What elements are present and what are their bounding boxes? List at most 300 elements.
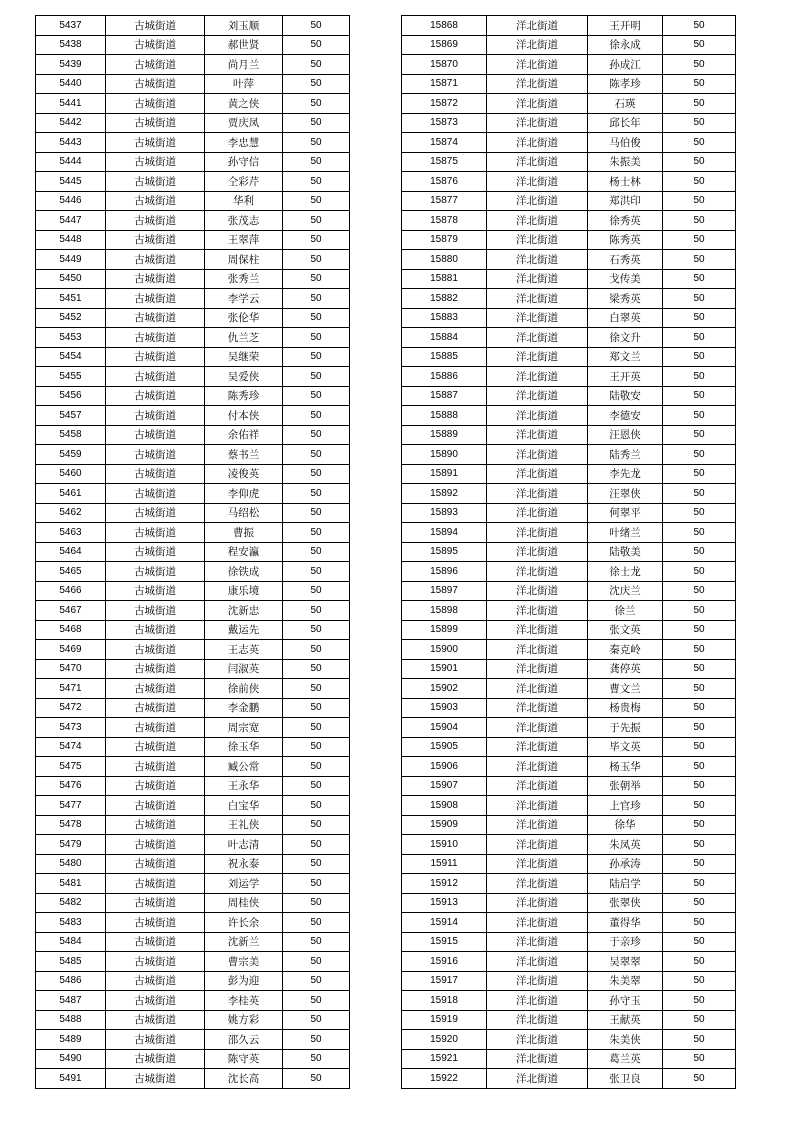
row-id-cell: 15877 xyxy=(402,191,487,211)
row-street-cell: 古城街道 xyxy=(106,562,205,582)
table-row xyxy=(36,640,350,660)
table-row xyxy=(36,659,350,679)
row-amount-cell: 50 xyxy=(663,991,736,1011)
roster-table-right-body xyxy=(402,16,736,1089)
row-id-cell: 5482 xyxy=(36,893,106,913)
row-street-cell: 洋北街道 xyxy=(487,620,588,640)
row-name-cell: 徐前侠 xyxy=(205,679,283,699)
row-name-cell: 周桂侠 xyxy=(205,893,283,913)
row-amount-cell: 50 xyxy=(283,854,350,874)
row-street-cell: 古城街道 xyxy=(106,133,205,153)
row-id-cell: 5438 xyxy=(36,35,106,55)
row-amount-cell: 50 xyxy=(283,718,350,738)
row-name-cell: 陆敬美 xyxy=(588,542,663,562)
row-amount-cell: 50 xyxy=(283,640,350,660)
row-name-cell: 陆秀兰 xyxy=(588,445,663,465)
row-id-cell: 5469 xyxy=(36,640,106,660)
row-street-cell: 古城街道 xyxy=(106,913,205,933)
row-amount-cell: 50 xyxy=(283,835,350,855)
row-id-cell: 5453 xyxy=(36,328,106,348)
row-name-cell: 仝彩芹 xyxy=(205,172,283,192)
row-street-cell: 古城街道 xyxy=(106,1049,205,1069)
row-id-cell: 5487 xyxy=(36,991,106,1011)
row-amount-cell: 50 xyxy=(663,269,736,289)
row-amount-cell: 50 xyxy=(283,796,350,816)
row-street-cell: 古城街道 xyxy=(106,640,205,660)
row-name-cell: 张伦华 xyxy=(205,308,283,328)
table-row xyxy=(402,211,736,231)
row-amount-cell: 50 xyxy=(663,796,736,816)
row-name-cell: 张翠侠 xyxy=(588,893,663,913)
row-street-cell: 洋北街道 xyxy=(487,776,588,796)
row-amount-cell: 50 xyxy=(663,445,736,465)
row-street-cell: 古城街道 xyxy=(106,386,205,406)
row-street-cell: 洋北街道 xyxy=(487,16,588,36)
table-row xyxy=(402,932,736,952)
table-row xyxy=(36,367,350,387)
table-row xyxy=(36,601,350,621)
table-row xyxy=(402,1049,736,1069)
row-id-cell: 15886 xyxy=(402,367,487,387)
row-name-cell: 许长余 xyxy=(205,913,283,933)
row-amount-cell: 50 xyxy=(283,152,350,172)
table-row xyxy=(402,289,736,309)
row-name-cell: 徐永成 xyxy=(588,35,663,55)
row-amount-cell: 50 xyxy=(283,16,350,36)
table-row xyxy=(402,757,736,777)
row-amount-cell: 50 xyxy=(283,289,350,309)
row-street-cell: 洋北街道 xyxy=(487,659,588,679)
row-street-cell: 古城街道 xyxy=(106,289,205,309)
row-amount-cell: 50 xyxy=(663,1030,736,1050)
row-street-cell: 古城街道 xyxy=(106,191,205,211)
table-row xyxy=(36,503,350,523)
row-id-cell: 15880 xyxy=(402,250,487,270)
row-amount-cell: 50 xyxy=(663,523,736,543)
row-amount-cell: 50 xyxy=(283,698,350,718)
row-id-cell: 15896 xyxy=(402,562,487,582)
table-row xyxy=(36,1010,350,1030)
row-amount-cell: 50 xyxy=(283,562,350,582)
row-street-cell: 古城街道 xyxy=(106,230,205,250)
table-row xyxy=(402,874,736,894)
row-street-cell: 古城街道 xyxy=(106,874,205,894)
row-name-cell: 徐秀英 xyxy=(588,211,663,231)
row-street-cell: 洋北街道 xyxy=(487,503,588,523)
row-id-cell: 5488 xyxy=(36,1010,106,1030)
row-name-cell: 凌俊英 xyxy=(205,464,283,484)
row-street-cell: 洋北街道 xyxy=(487,269,588,289)
row-name-cell: 汪翠侠 xyxy=(588,484,663,504)
row-amount-cell: 50 xyxy=(663,172,736,192)
row-id-cell: 5477 xyxy=(36,796,106,816)
row-id-cell: 15876 xyxy=(402,172,487,192)
row-name-cell: 孙守玉 xyxy=(588,991,663,1011)
row-amount-cell: 50 xyxy=(663,191,736,211)
row-name-cell: 李金鹏 xyxy=(205,698,283,718)
row-amount-cell: 50 xyxy=(663,133,736,153)
table-row xyxy=(402,386,736,406)
row-street-cell: 洋北街道 xyxy=(487,523,588,543)
table-row xyxy=(36,484,350,504)
row-id-cell: 15907 xyxy=(402,776,487,796)
row-street-cell: 古城街道 xyxy=(106,94,205,114)
row-name-cell: 孙成江 xyxy=(588,55,663,75)
row-amount-cell: 50 xyxy=(283,308,350,328)
row-name-cell: 陈孝珍 xyxy=(588,74,663,94)
row-name-cell: 朱振美 xyxy=(588,152,663,172)
row-name-cell: 叶萍 xyxy=(205,74,283,94)
row-amount-cell: 50 xyxy=(283,952,350,972)
row-street-cell: 洋北街道 xyxy=(487,601,588,621)
row-id-cell: 5451 xyxy=(36,289,106,309)
table-row xyxy=(36,952,350,972)
row-name-cell: 郑文兰 xyxy=(588,347,663,367)
row-street-cell: 古城街道 xyxy=(106,35,205,55)
row-id-cell: 5468 xyxy=(36,620,106,640)
row-name-cell: 沈新忠 xyxy=(205,601,283,621)
table-row xyxy=(36,581,350,601)
table-row xyxy=(36,191,350,211)
table-row xyxy=(402,347,736,367)
row-street-cell: 洋北街道 xyxy=(487,406,588,426)
table-row xyxy=(36,425,350,445)
row-street-cell: 古城街道 xyxy=(106,835,205,855)
row-street-cell: 古城街道 xyxy=(106,503,205,523)
row-street-cell: 洋北街道 xyxy=(487,562,588,582)
row-name-cell: 祝永泰 xyxy=(205,854,283,874)
row-id-cell: 15875 xyxy=(402,152,487,172)
row-name-cell: 曹振 xyxy=(205,523,283,543)
row-id-cell: 5476 xyxy=(36,776,106,796)
row-amount-cell: 50 xyxy=(663,737,736,757)
row-name-cell: 梁秀英 xyxy=(588,289,663,309)
row-street-cell: 古城街道 xyxy=(106,211,205,231)
row-street-cell: 古城街道 xyxy=(106,737,205,757)
row-amount-cell: 50 xyxy=(283,601,350,621)
row-street-cell: 洋北街道 xyxy=(487,74,588,94)
row-amount-cell: 50 xyxy=(663,854,736,874)
row-name-cell: 姚方彩 xyxy=(205,1010,283,1030)
row-street-cell: 古城街道 xyxy=(106,1010,205,1030)
row-amount-cell: 50 xyxy=(283,113,350,133)
row-amount-cell: 50 xyxy=(663,1069,736,1089)
row-amount-cell: 50 xyxy=(283,523,350,543)
row-street-cell: 洋北街道 xyxy=(487,932,588,952)
table-row xyxy=(402,679,736,699)
row-name-cell: 康乐境 xyxy=(205,581,283,601)
row-id-cell: 5486 xyxy=(36,971,106,991)
row-id-cell: 15885 xyxy=(402,347,487,367)
row-name-cell: 蔡书兰 xyxy=(205,445,283,465)
table-row xyxy=(402,835,736,855)
row-name-cell: 臧公常 xyxy=(205,757,283,777)
row-street-cell: 洋北街道 xyxy=(487,796,588,816)
row-name-cell: 吴翠翠 xyxy=(588,952,663,972)
row-amount-cell: 50 xyxy=(283,659,350,679)
row-id-cell: 5442 xyxy=(36,113,106,133)
row-id-cell: 5490 xyxy=(36,1049,106,1069)
table-row xyxy=(36,211,350,231)
row-street-cell: 洋北街道 xyxy=(487,328,588,348)
row-id-cell: 15904 xyxy=(402,718,487,738)
row-id-cell: 15872 xyxy=(402,94,487,114)
row-amount-cell: 50 xyxy=(283,484,350,504)
table-row xyxy=(36,776,350,796)
table-row xyxy=(402,991,736,1011)
row-name-cell: 李仰虎 xyxy=(205,484,283,504)
row-street-cell: 古城街道 xyxy=(106,718,205,738)
row-street-cell: 古城街道 xyxy=(106,776,205,796)
table-row xyxy=(36,757,350,777)
table-row xyxy=(36,562,350,582)
row-name-cell: 王礼侠 xyxy=(205,815,283,835)
row-name-cell: 徐兰 xyxy=(588,601,663,621)
row-name-cell: 白翠英 xyxy=(588,308,663,328)
row-street-cell: 洋北街道 xyxy=(487,854,588,874)
row-id-cell: 15914 xyxy=(402,913,487,933)
table-row xyxy=(36,328,350,348)
row-amount-cell: 50 xyxy=(283,757,350,777)
row-name-cell: 邱长年 xyxy=(588,113,663,133)
table-row xyxy=(36,16,350,36)
table-row xyxy=(36,679,350,699)
table-row xyxy=(402,640,736,660)
row-name-cell: 华利 xyxy=(205,191,283,211)
row-name-cell: 陈秀英 xyxy=(588,230,663,250)
row-id-cell: 15919 xyxy=(402,1010,487,1030)
table-row xyxy=(36,971,350,991)
row-name-cell: 朱美侠 xyxy=(588,1030,663,1050)
table-row xyxy=(402,854,736,874)
row-street-cell: 古城街道 xyxy=(106,581,205,601)
table-row xyxy=(36,854,350,874)
row-amount-cell: 50 xyxy=(283,133,350,153)
table-row xyxy=(36,172,350,192)
row-name-cell: 仇兰芝 xyxy=(205,328,283,348)
row-amount-cell: 50 xyxy=(283,94,350,114)
row-street-cell: 洋北街道 xyxy=(487,815,588,835)
row-amount-cell: 50 xyxy=(283,425,350,445)
table-row xyxy=(402,133,736,153)
row-amount-cell: 50 xyxy=(283,328,350,348)
row-street-cell: 洋北街道 xyxy=(487,55,588,75)
roster-table-left xyxy=(35,15,350,1089)
row-street-cell: 古城街道 xyxy=(106,74,205,94)
row-street-cell: 古城街道 xyxy=(106,1069,205,1089)
row-street-cell: 古城街道 xyxy=(106,796,205,816)
table-row xyxy=(402,718,736,738)
row-street-cell: 洋北街道 xyxy=(487,94,588,114)
table-row xyxy=(36,815,350,835)
row-id-cell: 15915 xyxy=(402,932,487,952)
row-amount-cell: 50 xyxy=(663,815,736,835)
row-street-cell: 古城街道 xyxy=(106,971,205,991)
table-row xyxy=(36,718,350,738)
row-street-cell: 洋北街道 xyxy=(487,835,588,855)
row-id-cell: 15890 xyxy=(402,445,487,465)
row-id-cell: 15917 xyxy=(402,971,487,991)
table-row xyxy=(36,737,350,757)
row-street-cell: 洋北街道 xyxy=(487,991,588,1011)
row-street-cell: 洋北街道 xyxy=(487,230,588,250)
row-amount-cell: 50 xyxy=(283,620,350,640)
table-row xyxy=(36,74,350,94)
table-row xyxy=(36,542,350,562)
row-amount-cell: 50 xyxy=(283,250,350,270)
row-street-cell: 古城街道 xyxy=(106,932,205,952)
row-name-cell: 毕文英 xyxy=(588,737,663,757)
row-amount-cell: 50 xyxy=(663,113,736,133)
row-name-cell: 张朝举 xyxy=(588,776,663,796)
row-name-cell: 李德安 xyxy=(588,406,663,426)
row-street-cell: 古城街道 xyxy=(106,172,205,192)
table-row xyxy=(402,35,736,55)
row-street-cell: 洋北街道 xyxy=(487,133,588,153)
table-row xyxy=(36,1069,350,1089)
row-id-cell: 15881 xyxy=(402,269,487,289)
row-name-cell: 孙承涛 xyxy=(588,854,663,874)
table-row xyxy=(402,269,736,289)
row-id-cell: 15887 xyxy=(402,386,487,406)
table-row xyxy=(402,113,736,133)
row-id-cell: 15910 xyxy=(402,835,487,855)
row-street-cell: 洋北街道 xyxy=(487,698,588,718)
row-name-cell: 周保柱 xyxy=(205,250,283,270)
row-street-cell: 洋北街道 xyxy=(487,640,588,660)
row-name-cell: 程安瀛 xyxy=(205,542,283,562)
table-row xyxy=(36,35,350,55)
row-id-cell: 5448 xyxy=(36,230,106,250)
row-id-cell: 5444 xyxy=(36,152,106,172)
row-id-cell: 15868 xyxy=(402,16,487,36)
table-row xyxy=(402,620,736,640)
row-name-cell: 付本侠 xyxy=(205,406,283,426)
row-street-cell: 古城街道 xyxy=(106,1030,205,1050)
row-name-cell: 王志英 xyxy=(205,640,283,660)
row-name-cell: 王开明 xyxy=(588,16,663,36)
row-street-cell: 洋北街道 xyxy=(487,425,588,445)
row-amount-cell: 50 xyxy=(283,74,350,94)
row-amount-cell: 50 xyxy=(663,757,736,777)
table-row xyxy=(402,425,736,445)
row-id-cell: 15894 xyxy=(402,523,487,543)
row-amount-cell: 50 xyxy=(663,211,736,231)
table-row xyxy=(36,230,350,250)
row-amount-cell: 50 xyxy=(663,698,736,718)
row-name-cell: 于先振 xyxy=(588,718,663,738)
row-amount-cell: 50 xyxy=(663,328,736,348)
row-street-cell: 古城街道 xyxy=(106,523,205,543)
table-row xyxy=(402,542,736,562)
row-amount-cell: 50 xyxy=(283,1069,350,1089)
row-street-cell: 洋北街道 xyxy=(487,1030,588,1050)
table-row xyxy=(402,659,736,679)
row-street-cell: 古城街道 xyxy=(106,659,205,679)
row-name-cell: 徐士龙 xyxy=(588,562,663,582)
row-amount-cell: 50 xyxy=(663,74,736,94)
row-amount-cell: 50 xyxy=(663,835,736,855)
row-amount-cell: 50 xyxy=(663,581,736,601)
row-name-cell: 吴继荣 xyxy=(205,347,283,367)
row-name-cell: 朱美翠 xyxy=(588,971,663,991)
row-street-cell: 古城街道 xyxy=(106,406,205,426)
row-amount-cell: 50 xyxy=(663,35,736,55)
table-row xyxy=(402,1069,736,1089)
table-row xyxy=(36,796,350,816)
row-street-cell: 古城街道 xyxy=(106,698,205,718)
row-amount-cell: 50 xyxy=(283,1030,350,1050)
row-street-cell: 洋北街道 xyxy=(487,35,588,55)
table-row xyxy=(402,172,736,192)
row-id-cell: 15889 xyxy=(402,425,487,445)
row-name-cell: 曹文兰 xyxy=(588,679,663,699)
row-id-cell: 15895 xyxy=(402,542,487,562)
row-amount-cell: 50 xyxy=(663,308,736,328)
table-row xyxy=(36,991,350,1011)
row-street-cell: 洋北街道 xyxy=(487,211,588,231)
row-name-cell: 郑洪印 xyxy=(588,191,663,211)
row-id-cell: 5466 xyxy=(36,581,106,601)
row-id-cell: 5470 xyxy=(36,659,106,679)
row-street-cell: 古城街道 xyxy=(106,269,205,289)
row-id-cell: 15905 xyxy=(402,737,487,757)
row-id-cell: 5479 xyxy=(36,835,106,855)
row-street-cell: 洋北街道 xyxy=(487,718,588,738)
row-id-cell: 5478 xyxy=(36,815,106,835)
row-amount-cell: 50 xyxy=(283,1049,350,1069)
row-id-cell: 15888 xyxy=(402,406,487,426)
row-id-cell: 15900 xyxy=(402,640,487,660)
table-row xyxy=(36,55,350,75)
row-name-cell: 李忠慧 xyxy=(205,133,283,153)
row-name-cell: 杨贵梅 xyxy=(588,698,663,718)
row-amount-cell: 50 xyxy=(283,35,350,55)
row-amount-cell: 50 xyxy=(663,406,736,426)
row-amount-cell: 50 xyxy=(283,464,350,484)
row-street-cell: 洋北街道 xyxy=(487,1049,588,1069)
row-street-cell: 洋北街道 xyxy=(487,386,588,406)
table-row xyxy=(402,308,736,328)
row-id-cell: 5465 xyxy=(36,562,106,582)
row-id-cell: 5462 xyxy=(36,503,106,523)
row-id-cell: 5473 xyxy=(36,718,106,738)
row-street-cell: 洋北街道 xyxy=(487,172,588,192)
row-street-cell: 古城街道 xyxy=(106,250,205,270)
row-street-cell: 古城街道 xyxy=(106,542,205,562)
row-amount-cell: 50 xyxy=(283,542,350,562)
row-street-cell: 古城街道 xyxy=(106,328,205,348)
row-amount-cell: 50 xyxy=(663,913,736,933)
table-row xyxy=(402,776,736,796)
row-street-cell: 洋北街道 xyxy=(487,347,588,367)
row-id-cell: 15913 xyxy=(402,893,487,913)
row-name-cell: 徐文升 xyxy=(588,328,663,348)
row-amount-cell: 50 xyxy=(663,347,736,367)
row-id-cell: 5458 xyxy=(36,425,106,445)
table-row xyxy=(402,913,736,933)
row-street-cell: 洋北街道 xyxy=(487,152,588,172)
row-id-cell: 5472 xyxy=(36,698,106,718)
row-amount-cell: 50 xyxy=(663,386,736,406)
row-id-cell: 15874 xyxy=(402,133,487,153)
row-street-cell: 洋北街道 xyxy=(487,113,588,133)
row-id-cell: 15902 xyxy=(402,679,487,699)
table-row xyxy=(402,796,736,816)
row-name-cell: 张茂志 xyxy=(205,211,283,231)
row-name-cell: 尚月兰 xyxy=(205,55,283,75)
table-row xyxy=(36,94,350,114)
